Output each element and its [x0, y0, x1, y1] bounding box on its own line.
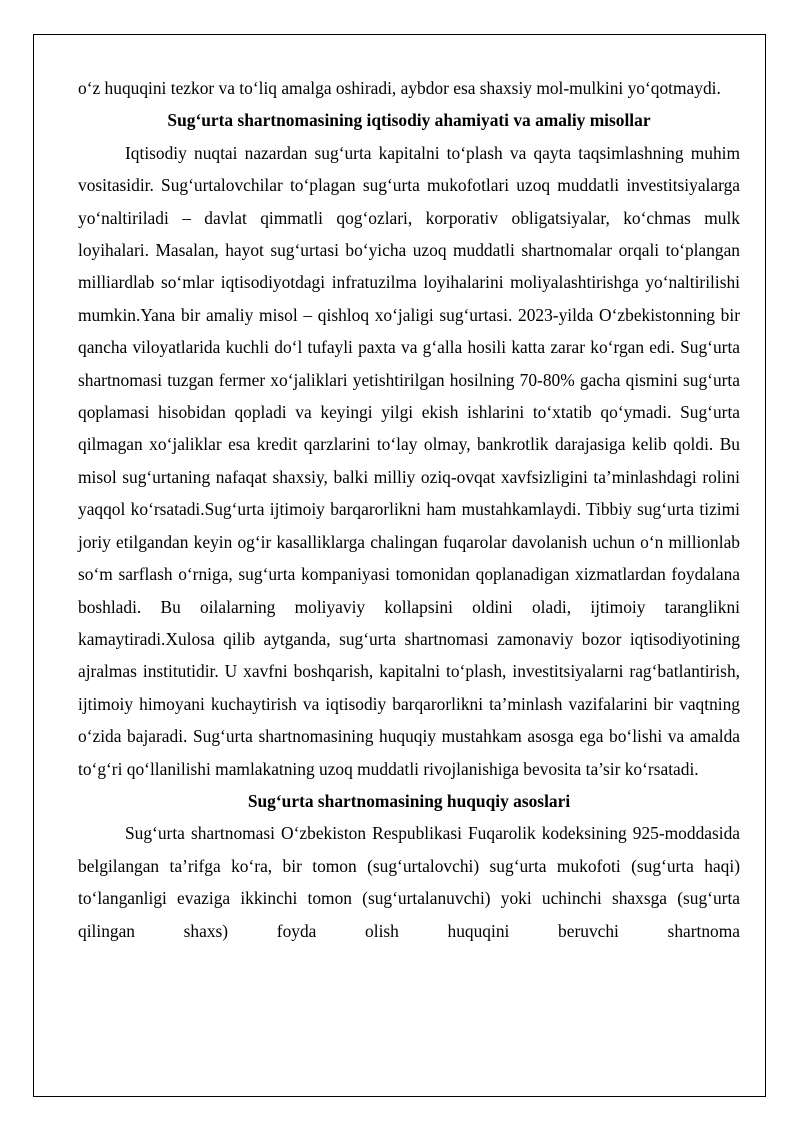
section-heading-legal-basis: Sug‘urta shartnomasining huquqiy asoslari — [247, 790, 571, 811]
paragraph-continuation: o‘z huquqini tezkor va to‘liq amalga oshiradi, aybdor esa shaxsiy mol-mulkini yo‘qotmaydi. — [78, 78, 721, 98]
paragraph-economic-significance: Iqtisodiy nuqtai nazardan sug‘urta kapitalni to‘plash va qayta taqsimlashning muhim vositasidir. Sug‘urtalovchilar to‘plagan sug‘urta mukofotlari uzoq muddatli investitsiyalarga yo‘naltiriladi – davlat qimmatli qog‘ozlari, korporativ obligatsiyalar, ko‘chmas mulk loyihalari. Masalan, hayot sug‘urtasi bo‘yicha uzoq muddatli shartnomalar orqali to‘plangan milliardlab so‘mlar iqtisodiyotdagi infratuzilma loyihalarini moliyalashtirishga yo‘naltirilishi mumkin.Yana bir amaliy misol – qishloq xo‘jaligi sug‘urtasi. 2023-yilda O‘zbekistonning bir qancha viloyatlarida kuchli do‘l tufayli paxta va g‘alla hosili katta zarar ko‘rgan edi. Sug‘urta shartnomasi tuzgan fermer xo‘jaliklari yetishtirilgan hosilning 70-80% gacha qismini sug‘urta qoplamasi hisobidan qopladi va keyingi yilgi ekish ishlarini to‘xtatib qo‘ymadi. Sug‘urta qilmagan xo‘jaliklar esa kredit qarzlarini to‘lay olmay, bankrotlik darajasiga kelib qoldi. Bu misol sug‘urtaning nafaqat shaxsiy, balki milliy oziq-ovqat xavfsizligini ta’minlashdagi rolini yaqqol ko‘rsatadi.Sug‘urta ijtimoiy barqarorlikni ham mustahkamlaydi. Tibbiy sug‘urta tizimi joriy etilgandan keyin og‘ir kasalliklarga chalingan fuqarolar davolanish uchun o‘n millionlab so‘m sarflash o‘rniga, sug‘urta kompaniyasi tomonidan qoplanadigan xizmatlardan foydalana boshladi. Bu oilalarning moliyaviy kollapsini oldini oladi, ijtimoiy taranglikni kamaytiradi.Xulosa qilib aytganda, sug‘urta shartnomasi zamonaviy bozor iqtisodiyotining ajralmas institutidir. U xavfni boshqarish, kapitalni to‘plash, investitsiyalarni rag‘batlantirish, ijtimoiy himoyani kuchaytirish va iqtisodiy barqarorlikni ta’minlash vazifalarini bir vaqtning o‘zida bajaradi. Sug‘urta shartnomasining huquqiy mustahkam asosga ega bo‘lishi va amalda to‘g‘ri qo‘llanilishi mamlakatning uzoq muddatli rivojlanishiga bevosita ta’sir ko‘rsatadi. — [78, 142, 740, 779]
section-heading-economic-significance: Sug‘urta shartnomasining iqtisodiy ahamiyati va amaliy misollar — [167, 110, 651, 131]
document-body — [78, 72, 740, 947]
paragraph-legal-basis: Sug‘urta shartnomasi O‘zbekiston Respublikasi Fuqarolik kodeksining 925-moddasida belgilangan ta’rifga ko‘ra, bir tomon (sug‘urtalovchi) sug‘urta mukofoti (sug‘urta haqi) to‘langanligi evaziga ikkinchi tomon (sug‘urtalanuvchi) yoki uchinchi shaxsga (sug‘urta qilingan shaxs) foyda olish huquqini beruvchi shartnoma — [78, 823, 740, 941]
